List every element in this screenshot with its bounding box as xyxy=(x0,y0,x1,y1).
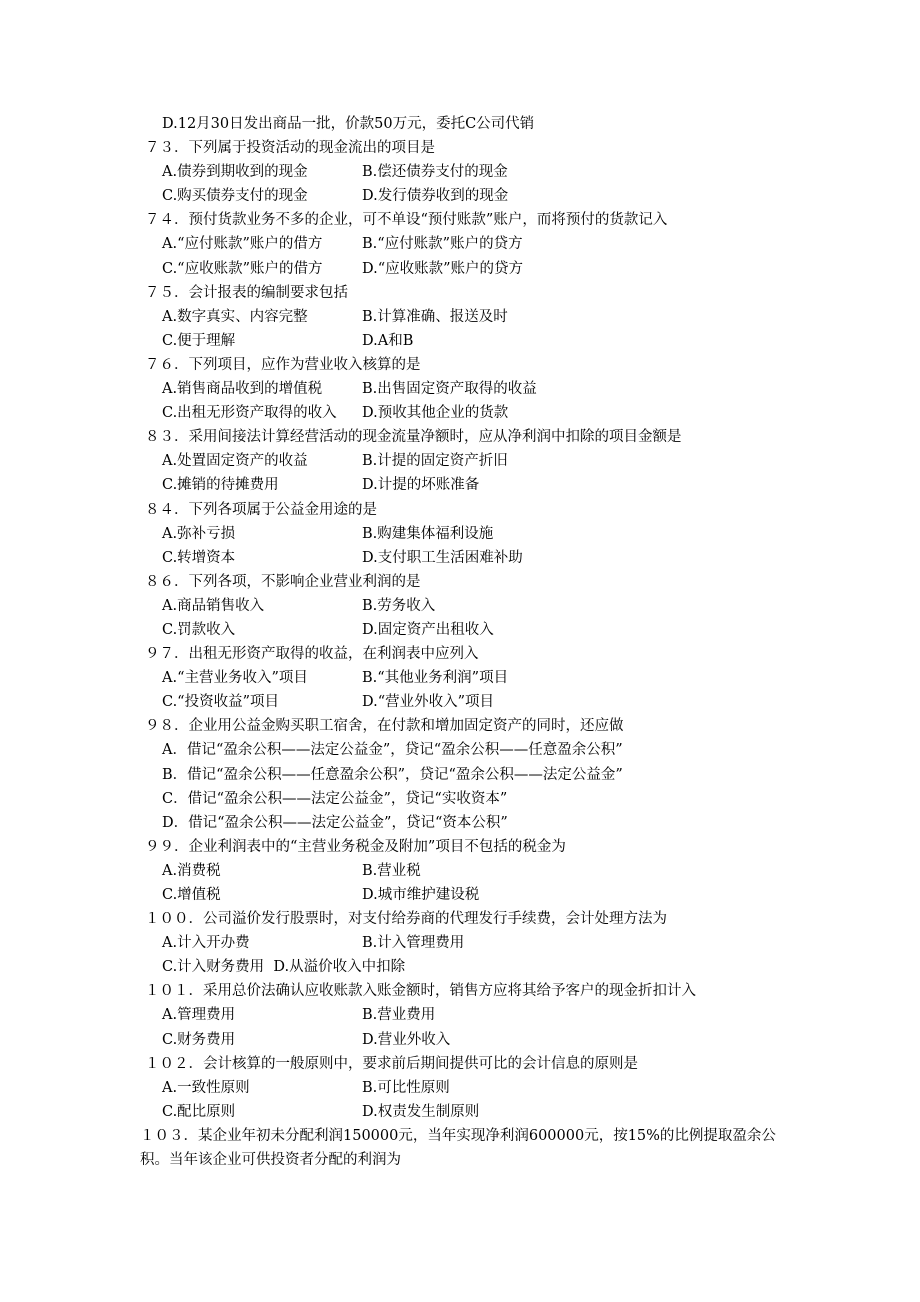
answer-option: A.债券到期收到的现金 xyxy=(162,164,308,181)
option-row xyxy=(140,763,800,787)
question-number: １０２． xyxy=(145,1055,203,1072)
answer-option: D.固定资产出租收入 xyxy=(362,621,494,638)
question-stem xyxy=(140,835,800,859)
question-stem xyxy=(140,907,800,931)
question-text: 下列属于投资活动的现金流出的项目是 xyxy=(188,140,435,157)
answer-option: C.便于理解 xyxy=(162,332,236,349)
question-list xyxy=(140,112,800,1172)
option-row xyxy=(140,738,800,762)
question-text: 下列项目，应作为营业收入核算的是 xyxy=(188,356,421,373)
question-text: 下列各项，不影响企业营业利润的是 xyxy=(188,573,421,590)
option-row xyxy=(140,859,800,883)
question-number: ７３． xyxy=(145,140,189,157)
answer-option: A.处置固定资产的收益 xyxy=(162,453,308,470)
answer-option: D.预收其他企业的货款 xyxy=(362,405,509,422)
answer-option: B．借记“盈余公积——任意盈余公积”，贷记“盈余公积——法定公益金” xyxy=(162,766,623,783)
answer-option: C.增值税 xyxy=(162,887,221,903)
answer-option: A.弥补亏损 xyxy=(162,525,236,542)
question-number: ８３． xyxy=(145,429,189,446)
answer-option: D.营业外收入 xyxy=(362,1031,451,1048)
answer-option: B.“其他业务利润”项目 xyxy=(362,670,509,687)
question-number: ７５． xyxy=(145,284,189,301)
answer-option: C.“投资收益”项目 xyxy=(162,694,280,711)
question-text: 企业用公益金购买职工宿舍，在付款和增加固定资产的同时，还应做 xyxy=(188,718,624,735)
answer-option: A.数字真实、内容完整 xyxy=(162,308,308,325)
answer-option: A.“应付账款”账户的借方 xyxy=(162,236,323,253)
option-row xyxy=(140,1003,800,1027)
question-text: 某企业年初未分配利润150000元，当年实现净利润600000元，按15%的比例提取盈余公积。当年该企业可供投资者分配的利润为 xyxy=(140,1127,776,1169)
option-row xyxy=(140,1076,800,1100)
question-number: ７４． xyxy=(145,212,189,229)
question-number: ９８． xyxy=(145,718,189,735)
answer-option: B.购建集体福利设施 xyxy=(362,525,494,542)
question-text: 出租无形资产取得的收益，在利润表中应列入 xyxy=(188,646,479,663)
option-row xyxy=(140,787,800,811)
option-row xyxy=(140,329,800,353)
answer-option: A.管理费用 xyxy=(162,1007,236,1024)
question-stem xyxy=(140,353,800,377)
answer-option: B.可比性原则 xyxy=(362,1079,450,1096)
answer-option: C.转增资本 xyxy=(162,549,236,566)
answer-option: C.“应收账款”账户的借方 xyxy=(162,260,323,277)
question-stem xyxy=(140,425,800,449)
question-text: 企业利润表中的“主营业务税金及附加”项目不包括的税金为 xyxy=(188,838,566,855)
question-number: １００． xyxy=(145,911,203,928)
answer-option: B.营业税 xyxy=(362,862,421,879)
option-row xyxy=(140,931,800,955)
answer-option: D.支付职工生活困难补助 xyxy=(362,549,523,566)
question-stem xyxy=(140,498,800,522)
answer-option: B.劳务收入 xyxy=(362,597,436,614)
answer-option: C.计入财务费用 D.从溢价收入中扣除 xyxy=(162,959,406,976)
option-row xyxy=(140,883,800,907)
question-stem xyxy=(140,136,800,160)
answer-option: A．借记“盈余公积——法定公益金”，贷记“盈余公积——任意盈余公积” xyxy=(162,742,623,759)
question-stem xyxy=(140,208,800,232)
question-text: 采用总价法确认应收账款入账金额时，销售方应将其给予客户的现金折扣计入 xyxy=(203,983,696,1000)
option-row xyxy=(140,690,800,714)
option-row xyxy=(140,955,800,979)
answer-option: B.“应付账款”账户的贷方 xyxy=(362,236,523,253)
answer-option: B.偿还债券支付的现金 xyxy=(362,164,508,181)
question-text: 下列各项属于公益金用途的是 xyxy=(188,501,377,518)
option-row xyxy=(140,449,800,473)
answer-option: C.罚款收入 xyxy=(162,621,236,638)
question-stem xyxy=(140,979,800,1003)
answer-option: D.12月30日发出商品一批，价款50万元，委托C公司代销 xyxy=(162,116,535,132)
answer-option: B.计算准确、报送及时 xyxy=(362,308,508,325)
option-row xyxy=(140,377,800,401)
question-stem xyxy=(140,642,800,666)
question-text: 采用间接法计算经营活动的现金流量净额时，应从净利润中扣除的项目金额是 xyxy=(188,429,682,446)
option-row xyxy=(140,160,800,184)
answer-option: D．借记“盈余公积——法定公益金”，贷记“资本公积” xyxy=(162,814,508,831)
option-row xyxy=(140,257,800,281)
question-number: １０１． xyxy=(145,983,203,1000)
question-number: ９９． xyxy=(145,838,189,855)
option-row xyxy=(140,473,800,497)
option-row xyxy=(140,401,800,425)
answer-option: B.出售固定资产取得的收益 xyxy=(362,381,537,398)
answer-option: A.计入开办费 xyxy=(162,935,250,952)
option-row xyxy=(140,1028,800,1052)
answer-option: C．借记“盈余公积——法定公益金”，贷记“实收资本” xyxy=(162,790,508,807)
option-row xyxy=(140,305,800,329)
question-number: ８４． xyxy=(145,501,189,518)
answer-option: B.计提的固定资产折旧 xyxy=(362,453,508,470)
question-text: 公司溢价发行股票时，对支付给券商的代理发行手续费，会计处理方法为 xyxy=(203,911,667,928)
answer-option: A.商品销售收入 xyxy=(162,597,265,614)
question-number: １０３． xyxy=(140,1127,198,1144)
option-row xyxy=(140,1100,800,1124)
option-row xyxy=(140,811,800,835)
answer-option: D.“应收账款”账户的贷方 xyxy=(362,260,524,277)
question-stem xyxy=(140,1124,800,1172)
question-number: ７６． xyxy=(145,356,189,373)
answer-option: D.权责发生制原则 xyxy=(362,1103,480,1120)
option-row xyxy=(140,594,800,618)
answer-option: C.配比原则 xyxy=(162,1103,236,1120)
answer-option: C.出租无形资产取得的收入 xyxy=(162,405,337,422)
answer-option: B.营业费用 xyxy=(362,1007,436,1024)
question-text: 预付货款业务不多的企业，可不单设“预付账款”账户，而将预付的货款记入 xyxy=(188,212,668,229)
question-number: ９７． xyxy=(145,646,189,663)
question-stem xyxy=(140,281,800,305)
option-row xyxy=(140,522,800,546)
option-row xyxy=(140,546,800,570)
answer-option: A.“主营业务收入”项目 xyxy=(162,670,308,687)
answer-option: D.计提的坏账准备 xyxy=(362,477,480,494)
answer-option: C.摊销的待摊费用 xyxy=(162,477,279,494)
answer-option: A.消费税 xyxy=(162,862,221,879)
answer-option: C.财务费用 xyxy=(162,1031,236,1048)
option-row xyxy=(140,112,800,136)
question-number: ８６． xyxy=(145,573,189,590)
answer-option: D.“营业外收入”项目 xyxy=(362,694,495,711)
question-text: 会计核算的一般原则中，要求前后期间提供可比的会计信息的原则是 xyxy=(203,1055,638,1072)
answer-option: A.销售商品收到的增值税 xyxy=(162,381,323,398)
answer-option: C.购买债券支付的现金 xyxy=(162,188,308,205)
answer-option: D.A和B xyxy=(362,332,414,349)
question-stem xyxy=(140,1052,800,1076)
option-row xyxy=(140,232,800,256)
answer-option: D.发行债券收到的现金 xyxy=(362,188,509,205)
question-text: 会计报表的编制要求包括 xyxy=(188,284,348,301)
question-stem xyxy=(140,570,800,594)
option-row xyxy=(140,666,800,690)
answer-option: A.一致性原则 xyxy=(162,1079,250,1096)
answer-option: D.城市维护建设税 xyxy=(362,887,480,903)
option-row xyxy=(140,184,800,208)
option-row xyxy=(140,618,800,642)
answer-option: B.计入管理费用 xyxy=(362,935,465,952)
question-stem xyxy=(140,714,800,738)
